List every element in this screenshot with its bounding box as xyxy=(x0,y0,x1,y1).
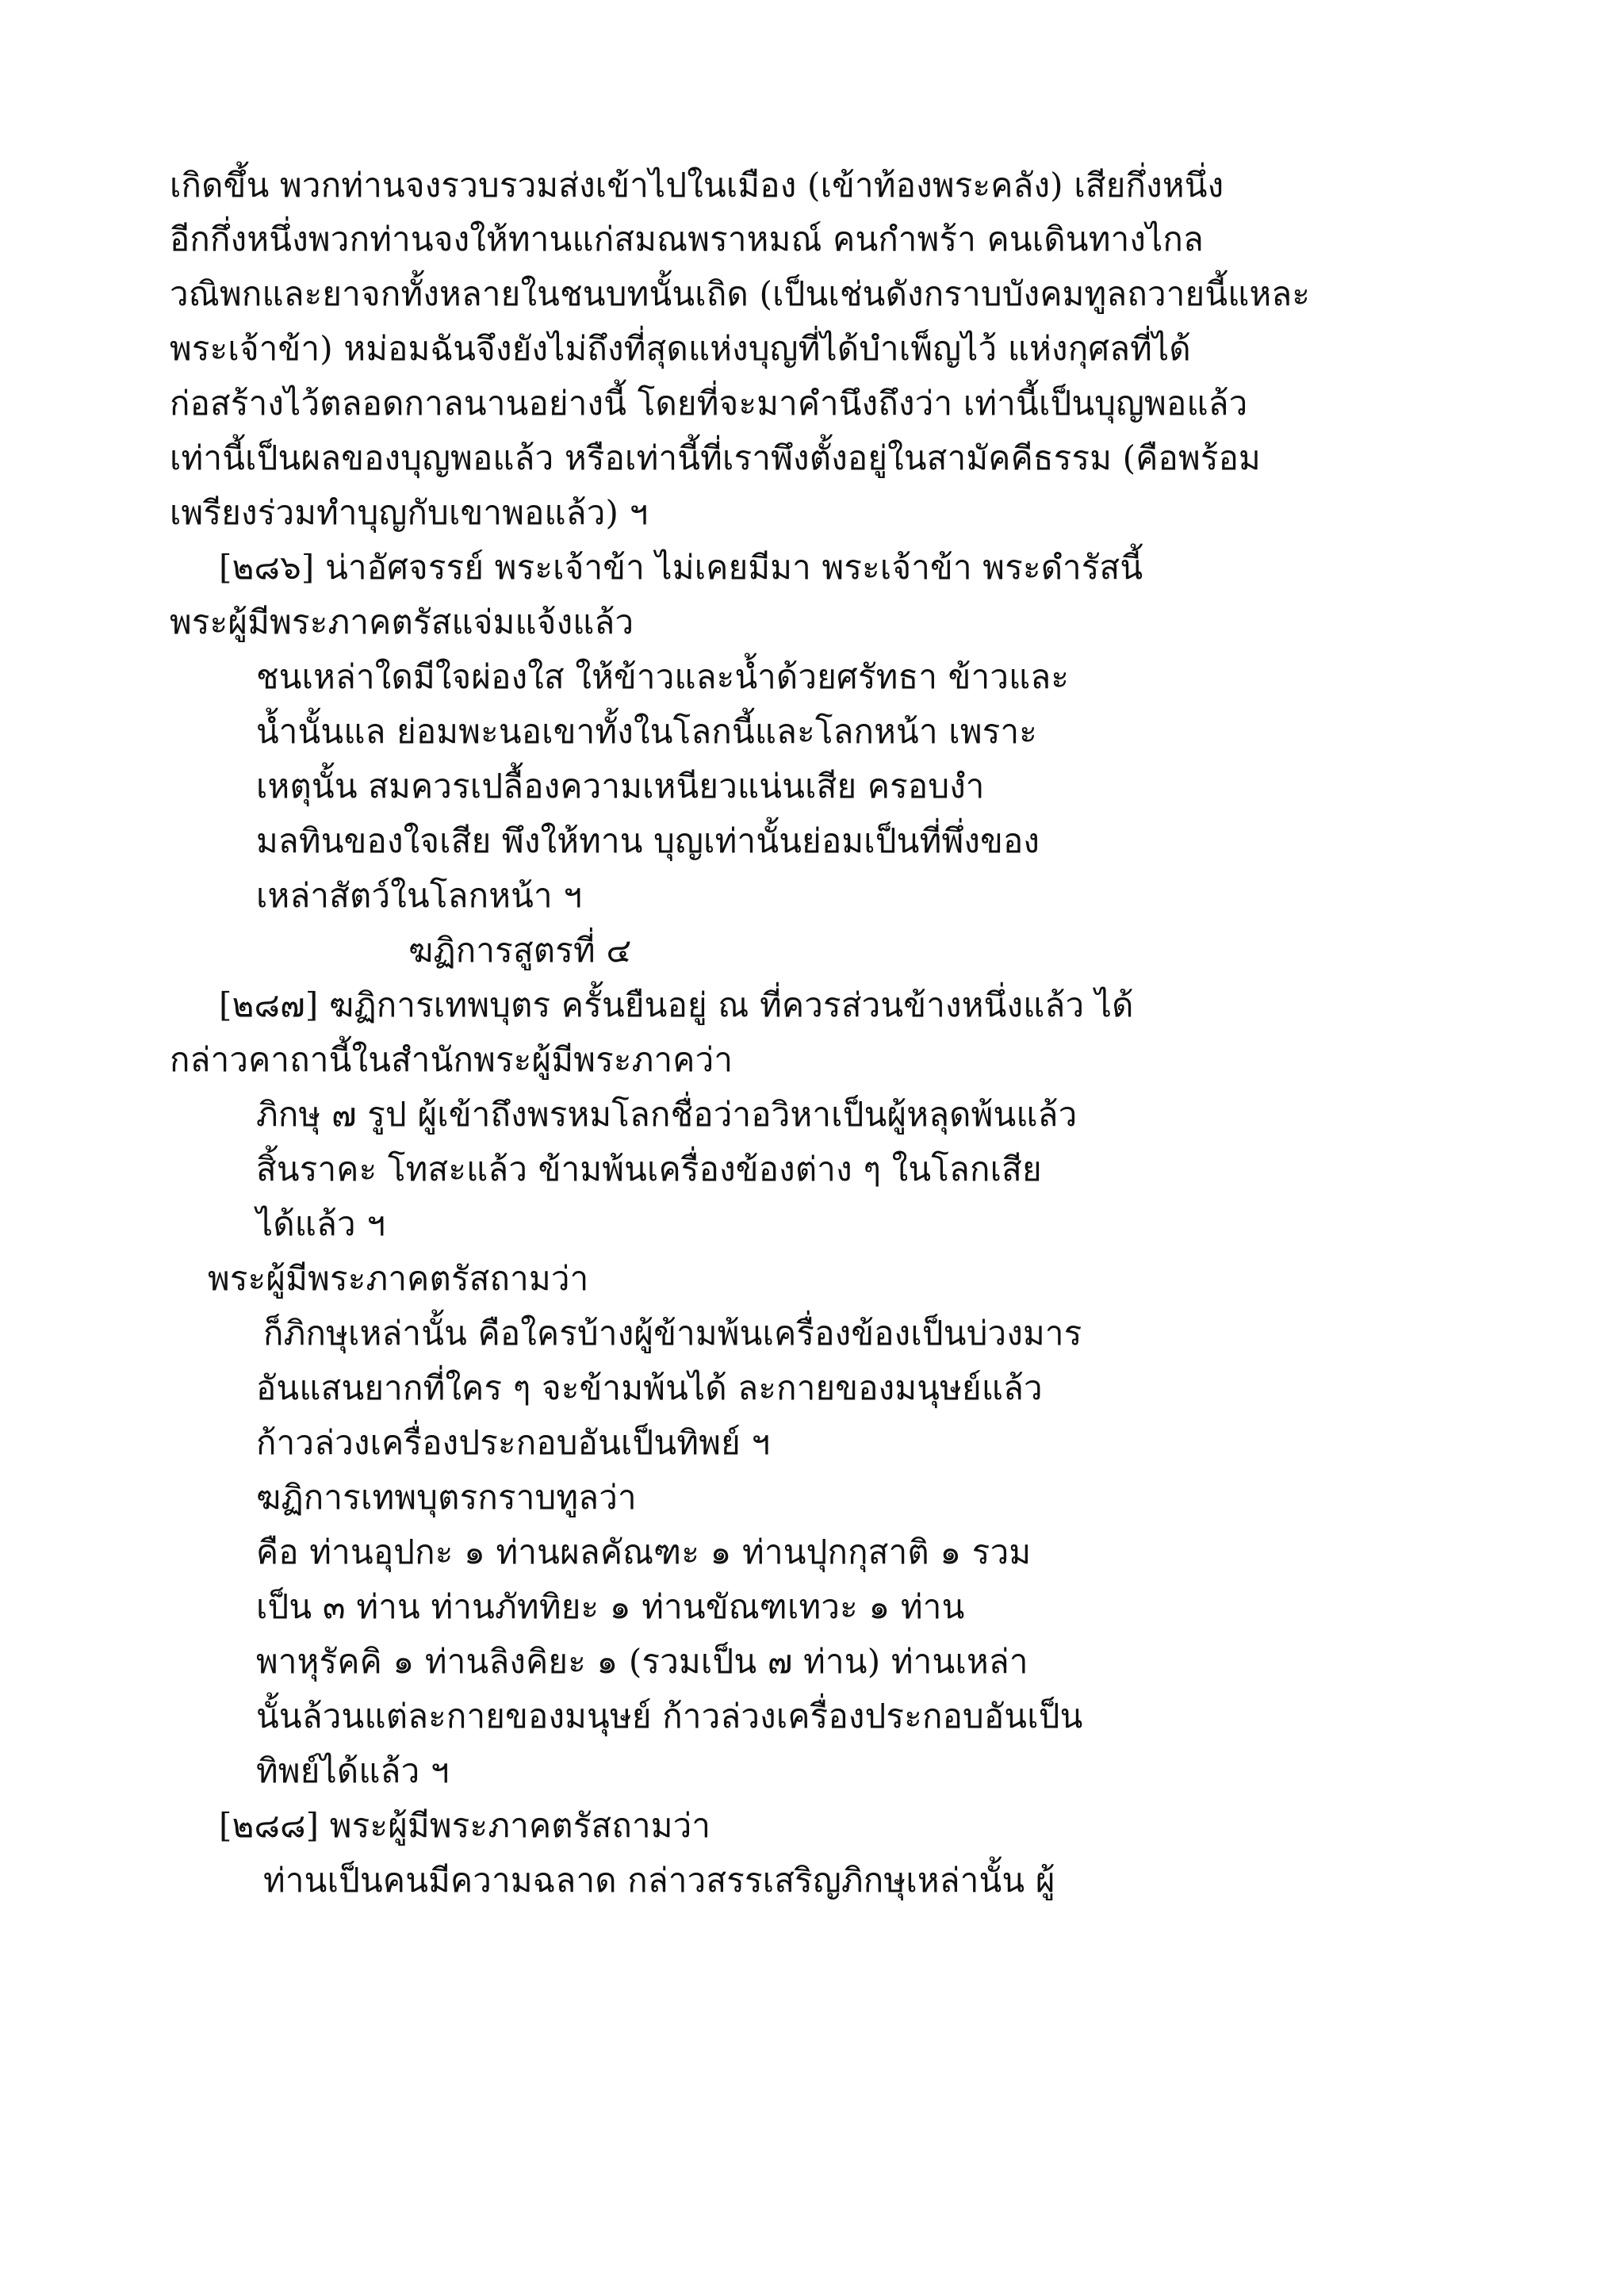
section-heading-287: [๒๘๗] ฆฏิการเทพบุตร ครั้นยืนอยู่ ณ ที่ควรส่วนข้างหนึ่งแล้ว ได้ xyxy=(219,985,1134,1024)
text-line: อีกกึ่งหนึ่งพวกท่านจงให้ทานแก่สมณพราหมณ์ คนกำพร้า คนเดินทางไกล xyxy=(170,220,1204,258)
text-line: ก่อสร้างไว้ตลอดกาลนานอย่างนี้ โดยที่จะมาคำนึงถึงว่า เท่านี้เป็นบุญพอแล้ว xyxy=(170,384,1248,423)
text-line: กล่าวคาถานี้ในสำนักพระผู้มีพระภาคว่า xyxy=(170,1040,733,1079)
verse-line: ภิกษุ ๗ รูป ผู้เข้าถึงพรหมโลกชื่อว่าอวิหาเป็นผู้หลุดพ้นแล้ว xyxy=(256,1095,1078,1134)
verse-line: ท่านเป็นคนมีความฉลาด กล่าวสรรเสริญภิกษุเหล่านั้น ผู้ xyxy=(263,1861,1055,1900)
text-line: พระผู้มีพระภาคตรัสแจ่มแจ้งแล้ว xyxy=(170,603,634,641)
verse-line: ชนเหล่าใดมีใจผ่องใส ให้ข้าวและน้ำด้วยศรัทธา ข้าวและ xyxy=(256,657,1070,696)
verse-line: น้ำนั้นแล ย่อมพะนอเขาทั้งในโลกนี้และโลกหน้า เพราะ xyxy=(256,712,1038,751)
verse-line: เหล่าสัตว์ในโลกหน้า ฯ xyxy=(256,876,583,915)
section-heading-286: [๒๘๖] น่าอัศจรรย์ พระเจ้าข้า ไม่เคยมีมา พระเจ้าข้า พระดำรัสนี้ xyxy=(219,548,1143,587)
section-heading-288: [๒๘๘] พระผู้มีพระภาคตรัสถามว่า xyxy=(219,1806,711,1845)
verse-line: ก็ภิกษุเหล่านั้น คือใครบ้างผู้ข้ามพ้นเครื่องข้องเป็นบ่วงมาร xyxy=(263,1314,1082,1353)
verse-line: ได้แล้ว ฯ xyxy=(256,1204,386,1243)
text-line: เท่านี้เป็นผลของบุญพอแล้ว หรือเท่านี้ที่เราพึงตั้งอยู่ในสามัคคีธรรม (คือพร้อม xyxy=(170,438,1261,477)
sutta-title: ฆฏิการสูตรที่ ๔ xyxy=(408,931,632,970)
text-line: เกิดขึ้น พวกท่านจงรวบรวมส่งเข้าไปในเมือง (เข้าท้องพระคลัง) เสียกึ่งหนึ่ง xyxy=(170,166,1224,205)
verse-line: เหตุนั้น สมควรเปลื้องความเหนียวแน่นเสีย ครอบงำ xyxy=(256,767,985,806)
verse-line: สิ้นราคะ โทสะแล้ว ข้ามพ้นเครื่องข้องต่าง ๆ ในโลกเสีย xyxy=(256,1150,1042,1188)
verse-line: นั้นล้วนแต่ละกายของมนุษย์ ก้าวล่วงเครื่องประกอบอันเป็น xyxy=(256,1697,1083,1735)
speaker-line: ฆฏิการเทพบุตรกราบทูลว่า xyxy=(256,1478,637,1517)
speaker-line: พระผู้มีพระภาคตรัสถามว่า xyxy=(208,1259,589,1298)
text-line: พระเจ้าข้า) หม่อมฉันจึงยังไม่ถึงที่สุดแห่งบุญที่ได้บำเพ็ญไว้ แห่งกุศลที่ได้ xyxy=(170,329,1191,368)
verse-line: พาหุรัคคิ ๑ ท่านลิงคิยะ ๑ (รวมเป็น ๗ ท่าน) ท่านเหล่า xyxy=(256,1642,1028,1681)
verse-line: เป็น ๓ ท่าน ท่านภัททิยะ ๑ ท่านขัณฑเทวะ ๑ ท่าน xyxy=(256,1587,965,1626)
verse-line: คือ ท่านอุปกะ ๑ ท่านผลคัณฑะ ๑ ท่านปุกกุสาติ ๑ รวม xyxy=(256,1533,1032,1571)
verse-line: ทิพย์ได้แล้ว ฯ xyxy=(256,1751,450,1790)
verse-line: อันแสนยากที่ใคร ๆ จะข้ามพ้นได้ ละกายของมนุษย์แล้ว xyxy=(256,1368,1043,1407)
verse-line: ก้าวล่วงเครื่องประกอบอันเป็นทิพย์ ฯ xyxy=(256,1423,771,1462)
verse-line: มลทินของใจเสีย พึงให้ทาน บุญเท่านั้นย่อมเป็นที่พึ่งของ xyxy=(256,821,1040,860)
text-line: เพรียงร่วมทำบุญกับเขาพอแล้ว) ฯ xyxy=(170,493,649,532)
text-line: วณิพกและยาจกทั้งหลายในชนบทนั้นเถิด (เป็นเช่นดังกราบบังคมทูลถวายนี้แหละ xyxy=(170,274,1311,313)
